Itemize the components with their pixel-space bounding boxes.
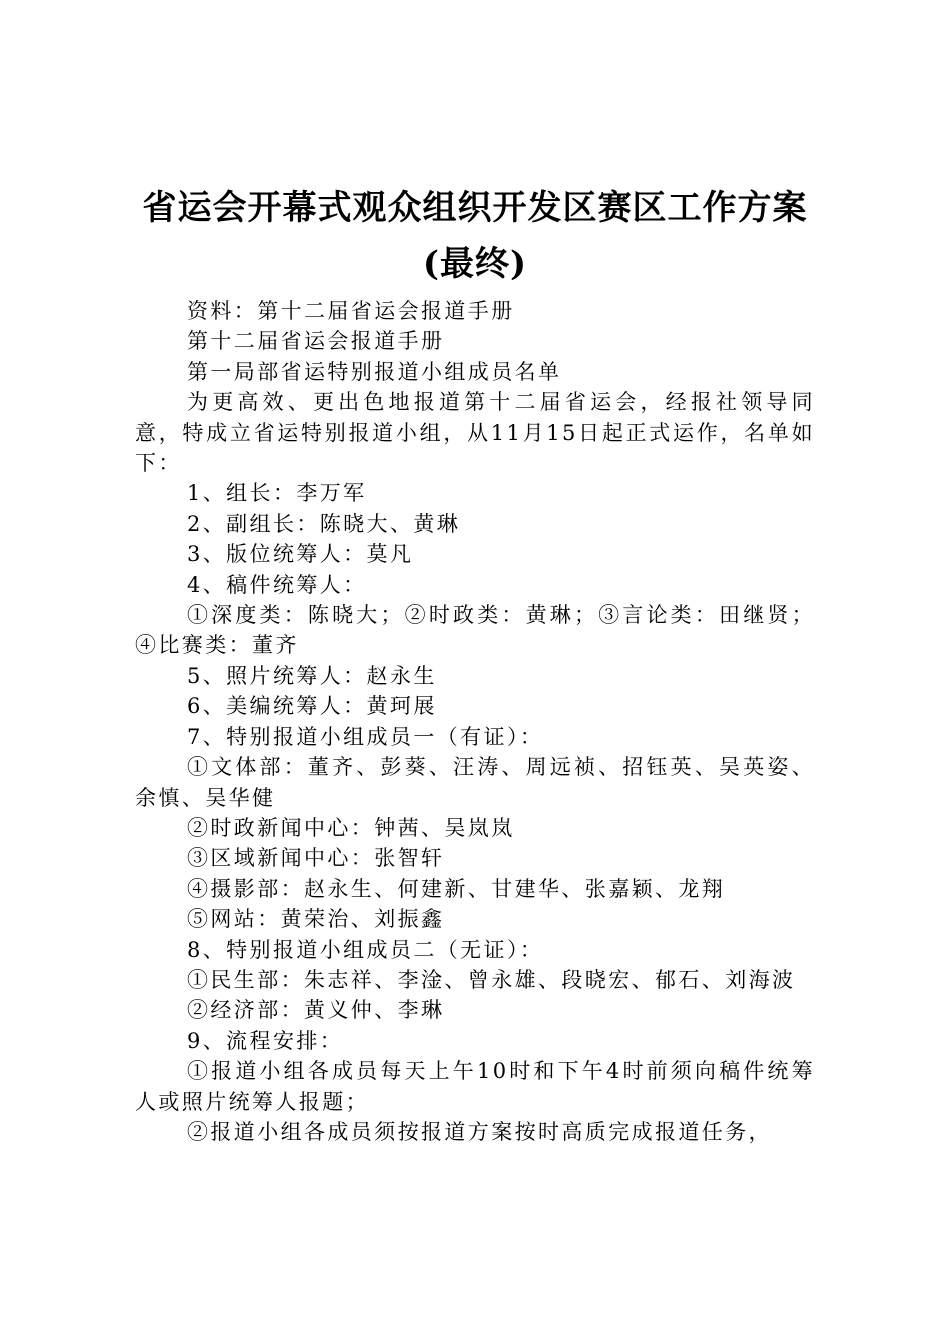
list-item-process-step-1: ①报道小组各成员每天上午10时和下午4时前须向稿件统筹人或照片统筹人报题； bbox=[135, 1059, 815, 1114]
list-item-deputy-leader: 2、副组长：陈晓大、黄琳 bbox=[187, 511, 461, 536]
document-body bbox=[135, 296, 815, 1147]
paragraph-section-heading: 第一局部省运特别报道小组成员名单 bbox=[187, 359, 562, 384]
paragraph-handbook-title: 第十二届省运会报道手册 bbox=[187, 329, 445, 354]
document-title-suffix: (最终) bbox=[422, 244, 528, 284]
paragraph-intro: 为更高效、更出色地报道第十二届省运会，经报社领导同意，特成立省运特别报道小组，从11月15日起正式运作，名单如下： bbox=[135, 390, 815, 476]
list-item-leader: 1、组长：李万军 bbox=[187, 481, 367, 506]
list-item-members-two: 8、特别报道小组成员二（无证）： bbox=[187, 937, 544, 962]
list-item-website: ⑤网站：黄荣治、刘振鑫 bbox=[187, 907, 445, 932]
list-item-livelihood-dept: ①民生部：朱志祥、李淦、曾永雄、段晓宏、郁石、刘海波 bbox=[187, 967, 796, 992]
list-item-process: 9、流程安排： bbox=[187, 1028, 344, 1053]
list-item-regional-center: ③区域新闻中心：张智轩 bbox=[187, 846, 445, 871]
list-item-photo-dept: ④摄影部：赵永生、何建新、甘建华、张嘉颖、龙翔 bbox=[187, 876, 726, 901]
list-item-photo-coordinator: 5、照片统筹人：赵永生 bbox=[187, 663, 437, 688]
list-item-members-one: 7、特别报道小组成员一（有证）： bbox=[187, 724, 544, 749]
list-item-process-step-2: ②报道小组各成员须按报道方案按时高质完成报道任务， bbox=[187, 1119, 772, 1144]
list-item-sports-dept: ①文体部：董齐、彭葵、汪涛、周远祯、招钰英、吴英姿、余慎、吴华健 bbox=[135, 755, 815, 810]
list-item-economy-dept: ②经济部：黄义仲、李琳 bbox=[187, 998, 445, 1023]
list-item-politics-center: ②时政新闻中心：钟茜、吴岚岚 bbox=[187, 815, 515, 840]
list-item-manuscript-coordinator: 4、稿件统筹人： bbox=[187, 572, 367, 597]
list-item-art-coordinator: 6、美编统筹人：黄珂展 bbox=[187, 694, 437, 719]
list-item-manuscript-categories: ①深度类：陈晓大；②时政类：黄琳；③言论类：田继贤；④比赛类：董齐 bbox=[135, 603, 815, 658]
document-title: 省运会开幕式观众组织开发区赛区工作方案 bbox=[142, 188, 808, 228]
paragraph-source: 资料：第十二届省运会报道手册 bbox=[187, 299, 515, 323]
list-item-layout-coordinator: 3、版位统筹人：莫凡 bbox=[187, 542, 414, 567]
